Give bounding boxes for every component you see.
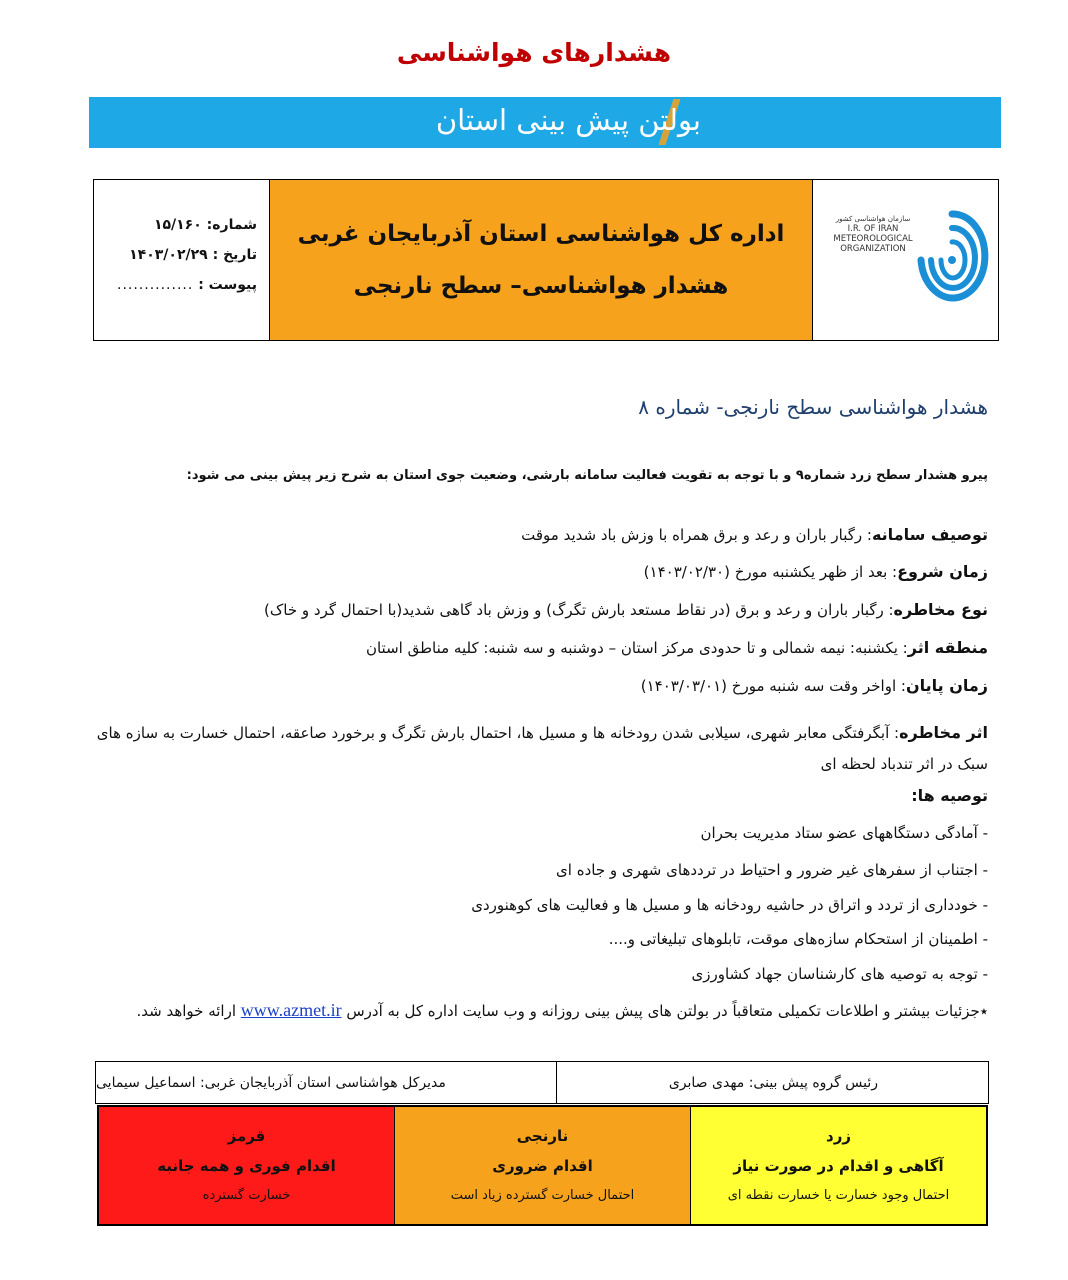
forecast-group-head: رئیس گروه پیش بینی: مهدی صابری (556, 1062, 988, 1103)
level-yellow: زرد آگاهی و اقدام در صورت نیاز احتمال وجود خسارت یا خسارت نقطه ای (691, 1107, 986, 1224)
organization-title: اداره کل هواشناسی استان آذربایجان غربی (297, 221, 785, 247)
header-title-block (270, 180, 813, 340)
document-attachment: پیوست : .............. (117, 277, 257, 293)
page-title: هشدارهای هواشناسی (396, 38, 672, 67)
banner-title: بولتن پیش بینی استان (435, 103, 701, 137)
logo-caption: سازمان هواشناسی کشور I.R. OF IRAN METEOROLOGICAL ORGANIZATION (833, 215, 913, 254)
warning-level-title: هشدار هواشناسی– سطح نارنجی (353, 273, 729, 299)
signatories-row (95, 1061, 989, 1104)
document-header (93, 179, 999, 341)
recommendation-item: - آمادگی دستگاههای عضو ستاد مدیریت بحران (700, 824, 988, 842)
warning-intro: پیرو هشدار سطح زرد شماره۹ و با توجه به تقویت فعالیت سامانه بارشی، وضعیت جوی استان به شرح زیر پیش بینی می شود: (186, 468, 988, 483)
director-general: مدیرکل هواشناسی استان آذربایجان غربی: اسماعیل سیمایی (96, 1074, 446, 1091)
footnote: ٭جزئیات بیشتر و اطلاعات تکمیلی متعاقباً در بولتن های پیش بینی روزانه و وب سایت اداره کل به آدرس www.azmet.ir ارائه خواهد شد. (136, 1000, 988, 1020)
affected-area: منطقه اثر: یکشنبه: نیمه شمالی و تا حدودی مرکز استان – دوشنبه و سه شنبه: کلیه مناطق استان (365, 638, 988, 657)
organization-logo (813, 180, 998, 340)
bulletin-banner (89, 97, 1001, 148)
system-description: توصیف سامانه: رگبار باران و رعد و برق همراه با وزش باد شدید موقت (521, 525, 988, 544)
recommendation-item: - اجتناب از سفرهای غیر ضرور و احتیاط در ترددهای شهری و جاده ای (556, 861, 988, 879)
warning-levels-legend (97, 1105, 988, 1226)
end-time: زمان پایان: اواخر وقت سه شنبه مورخ (۱۴۰۳/۰۳/۰۱) (640, 676, 988, 695)
warning-heading: هشدار هواشناسی سطح نارنجی- شماره ۸ (638, 395, 988, 419)
recommendation-item: - خودداری از تردد و اتراق در حاشیه رودخانه ها و مسیل ها و فعالیت های کوهنوردی (471, 896, 988, 914)
document-date: تاریخ : ۱۴۰۳/۰۲/۲۹ (129, 247, 257, 263)
start-time: زمان شروع: بعد از ظهر یکشنبه مورخ (۱۴۰۳/۰۲/۳۰) (643, 562, 988, 581)
level-orange: نارنجی اقدام ضروری احتمال خسارت گسترده زیاد است (395, 1107, 691, 1224)
document-meta (94, 180, 270, 340)
level-red: قرمز اقدام فوری و همه جانبه خسارت گسترده (99, 1107, 395, 1224)
recommendation-item: - توجه به توصیه های کارشناسان جهاد کشاورزی (691, 965, 988, 983)
recommendations-heading: توصیه ها: (911, 786, 988, 805)
website-link[interactable]: www.azmet.ir (240, 1000, 342, 1020)
hazard-type: نوع مخاطره: رگبار باران و رعد و برق (در نقاط مستعد بارش تگرگ) و وزش باد گاهی شدید(با احتمال گرد و خاک) (264, 600, 988, 619)
document-number: شماره: ۱۵/۱۶۰ (153, 217, 257, 233)
hazard-effect: اثر مخاطره: آبگرفتگی معابر شهری، سیلابی شدن رودخانه ها و مسیل ها، احتمال بارش تگرگ و برخورد صاعقه، احتمال خسارت به سازه های سبک در اثر تندباد لحظه ای (96, 723, 988, 773)
meteorological-spiral-icon (913, 204, 991, 316)
recommendation-item: - اطمینان از استحکام سازه‌های موقت، تابلوهای تبلیغاتی و.... (608, 930, 988, 948)
